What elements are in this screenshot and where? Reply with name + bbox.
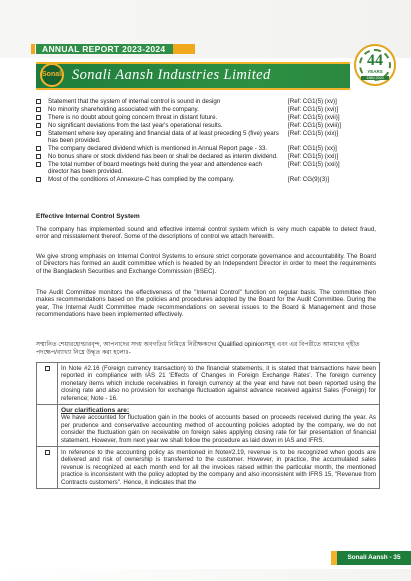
checkbox-icon: [36, 99, 41, 104]
checklist-ref: [Ref: CG1(5) (xxi)]: [288, 152, 339, 160]
list-item: [36, 98, 385, 105]
checkbox-icon: [36, 115, 41, 120]
checkbox-icon: [36, 107, 41, 112]
empty-cell: [37, 405, 58, 447]
company-logo-icon: Sonali: [40, 63, 64, 87]
checklist-statement: Statement where key operating and financial data of at least preceding 5 (five) years has been provided.: [48, 129, 279, 144]
checklist-ref: [Ref: CG1(5) (xviii)]: [288, 121, 341, 129]
compliance-checklist: [36, 98, 385, 184]
clarification-heading: Our clarifications are:: [61, 407, 130, 415]
checklist-ref: [Ref: CG1(5) (xv)]: [288, 98, 337, 105]
list-item: [36, 114, 385, 121]
observation-text: In Note #2.16 (Foreign currency transaction) to the financial statements, it is stated that transactions have been reported in compliance with IAS 21 'Effects of Changes in Foreign Exchange Rates'. The foreign currency monetary items which include receivables in foreign currency at the year end have not been reported using the closing rate and also no provision for exchange fluctuation against advance received against Sales (Foreign) for reference; Note - 16.: [58, 363, 380, 405]
checklist-statement: There is no doubt about going concern threat in distant future.: [48, 113, 218, 121]
checkbox-icon: [45, 366, 50, 371]
bengali-intro: সম্মানিত শেয়ারহোল্ডারবৃন্দ, আপনাদের সদয় অবগতির নিমিত্তে নিরীক্ষকদের Qualified opinionসমূহ এবং এর বিপরীতে আমাদের গৃহীত পদক্ষেপ/ব্যাখ্যা নিম্নে উদ্ধৃত করা হলোঃ-: [36, 341, 360, 356]
company-name: Sonali Aansh Industries Limited: [72, 67, 271, 83]
badge-years: 1980-2024: [361, 76, 389, 80]
checklist-statement: Statement that the system of internal control is sound in design: [48, 98, 221, 105]
anniversary-badge-icon: [354, 44, 396, 86]
badge-label: YEARS: [367, 69, 383, 74]
checkbox-icon: [36, 131, 41, 136]
observation-text: In reference to the accounting policy as mentioned in Note#2.19, revenue is to be recognized when goods are delivered and risk of ownership is transferred to the customer. However, in practice, the accumulated sales revenue is recognized at each month end for all the invoices raised within the particular month, the mentioned practice is inconsistent with the policy adopted by the company and also inconsistent with IFRS 15, "Revenue from Contracts customers". Hence, it indicates that the: [58, 447, 380, 489]
section-heading: Effective Internal Control System: [36, 213, 140, 220]
list-item: [36, 145, 385, 152]
checklist-ref: [Ref: CG1(5) (xxii)]: [288, 160, 340, 168]
list-item: [36, 122, 385, 129]
list-item: [36, 161, 385, 176]
checklist-ref: [Ref: CG(9)(3)]: [288, 175, 329, 183]
table-row: [37, 447, 380, 489]
checkbox-icon: [36, 146, 41, 151]
page-number: Sonali Aansh - 35: [331, 551, 411, 565]
checkbox-icon: [36, 162, 41, 167]
checklist-statement: No bonus share or stock dividend has been or shall be declared as interim dividend.: [48, 152, 278, 160]
list-item: [36, 176, 385, 183]
table-row: [37, 363, 380, 405]
footer-band: [0, 569, 411, 581]
checklist-ref: [Ref: CG1(5) (xx)]: [288, 144, 337, 152]
clarification-text: We have accounted for fluctuation gain in the books of accounts based on proceeds received during the year. As per prudence and conservative accounting method of accounting policies adopted by the company, we do not consider the fluctuation gain on receivable on foreign sales applying closing rate for fair presentation of financial statement. However, from next year we shall follow the procedure as laid down in IAS and IFRS.: [61, 414, 376, 444]
badge-number: 44: [367, 52, 383, 69]
checkbox-icon: [36, 123, 41, 128]
auditor-observations-table: [36, 362, 380, 489]
list-item: [36, 106, 385, 113]
checklist-ref: [Ref: CG1(5) (xvi)]: [288, 105, 339, 113]
report-title: ANNUAL REPORT 2023-2024: [36, 44, 173, 54]
checklist-statement: The company declared dividend which is mentioned in Annual Report page - 33.: [48, 144, 268, 152]
checkbox-icon: [36, 177, 41, 182]
checklist-ref: [Ref: CG1(5) (xvii)]: [288, 113, 340, 121]
checklist-ref: [Ref: CG1(5) (xix)]: [288, 129, 339, 137]
list-item: [36, 153, 385, 160]
paragraph: The Audit Committee monitors the effectiveness of the "Internal Control" function on regular basis. The committee then makes recommendations based on the policies and procedures adopted by the Board for the Audit Committee. During the year, The Internal Audit Committee made recommendations on several issues to the Board & Management and those recommendations have been implemented effectively.: [36, 289, 376, 319]
paragraph: We give strong emphasis on Internal Control Systems to ensure strict corporate governance and accountability. The Board of Directors has formed an audit committee which is headed by an Independent Director in order to meet the requirements of the Bangladesh Securities and Exchange Commission (BSEC).: [36, 253, 376, 275]
checklist-statement: No significant deviations from the last year's operational results.: [48, 121, 223, 129]
checklist-statement: No minority shareholding associated with the company.: [48, 105, 199, 113]
checkbox-cell: [37, 363, 58, 405]
checklist-statement: The total number of board meetings held during the year and attendence each director has been provided.: [48, 160, 262, 175]
clarification-cell: [58, 405, 380, 447]
checkbox-icon: [45, 450, 50, 455]
checkbox-cell: [37, 447, 58, 489]
list-item: [36, 130, 385, 145]
checklist-statement: Most of the conditions of Annexure-C has complied by the company.: [48, 175, 235, 183]
paragraph: The company has implemented sound and effective internal control system which is very much capable to detect fraud, error and misstatement thereof. Some of the descriptions of control we attach herewith.: [36, 226, 376, 241]
checkbox-icon: [36, 154, 41, 159]
table-row: [37, 405, 380, 447]
